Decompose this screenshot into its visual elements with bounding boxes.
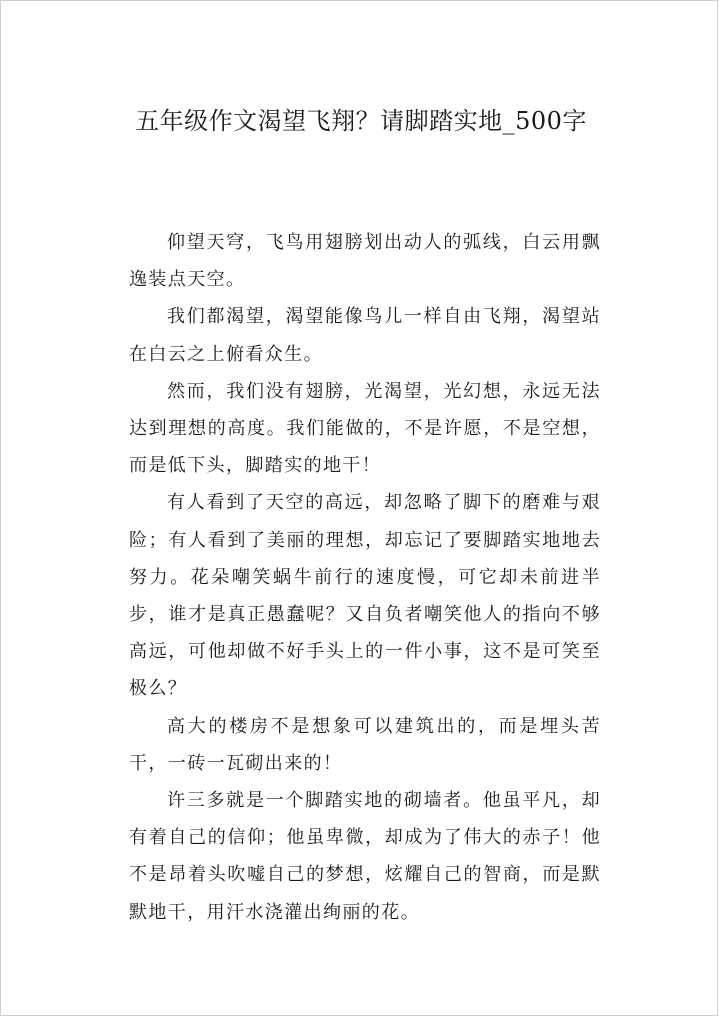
- document-body: [129, 224, 601, 931]
- document-title: 五年级作文渴望飞翔？请脚踏实地_500字: [135, 107, 587, 135]
- paragraph: 许三多就是一个脚踏实地的砌墙者。他虽平凡，却有着自己的信仰；他虽卑微，却成为了伟大的赤子！他不是昂着头吹嘘自己的梦想，炫耀自己的智商，而是默默地干，用汗水浇灌出绚丽的花。: [129, 790, 601, 923]
- paragraph: 有人看到了天空的高远，却忽略了脚下的磨难与艰险；有人看到了美丽的理想，却忘记了要脚踏实地地去努力。花朵嘲笑蜗牛前行的速度慢，可它却未前进半步，谁才是真正愚蠢呢？又自负者嘲笑他人的指向不够高远，可他却做不好手头上的一件小事，这不是可笑至极么？: [129, 492, 601, 700]
- paragraph: 然而，我们没有翅膀，光渴望，光幻想，永远无法达到理想的高度。我们能做的，不是许愿，不是空想，而是低下头，脚踏实的地干！: [129, 380, 601, 477]
- paragraph: 我们都渴望，渴望能像鸟儿一样自由飞翔，渴望站在白云之上俯看众生。: [129, 306, 601, 365]
- paragraph: 高大的楼房不是想象可以建筑出的，而是埋头苦干，一砖一瓦砌出来的！: [129, 715, 601, 774]
- paragraph: 仰望天穹，飞鸟用翅膀划出动人的弧线，白云用飘逸装点天空。: [129, 232, 601, 291]
